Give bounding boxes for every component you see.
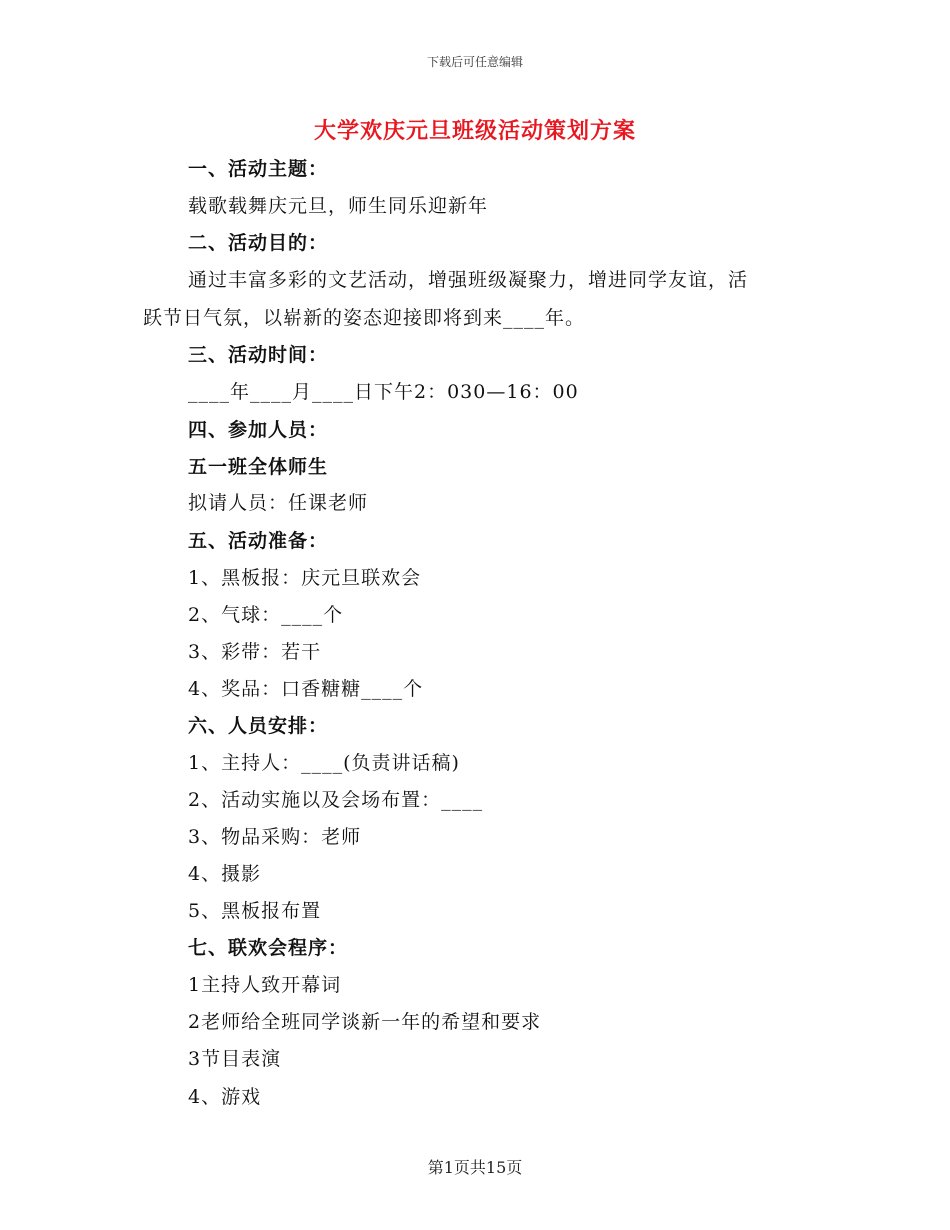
section-heading-purpose: 二、活动目的： (188, 232, 329, 254)
invited-text: 拟请人员：任课老师 (188, 492, 369, 514)
program-item: 4、游戏 (188, 1086, 262, 1108)
section-heading-staffing: 六、人员安排： (188, 715, 329, 737)
program-item: 1主持人致开幕词 (188, 974, 342, 996)
header-note: 下载后可任意编辑 (426, 55, 523, 69)
section-heading-preparation: 五、活动准备： (188, 530, 329, 552)
purpose-text-line-2: 跃节日气氛，以崭新的姿态迎接即将到来____年。 (143, 307, 586, 329)
section-heading-participants: 四、参加人员： (188, 419, 329, 441)
purpose-text-line-1: 通过丰富多彩的文艺活动，增强班级凝聚力，增进同学友谊，活 (188, 269, 749, 291)
preparation-item: 4、奖品：口香糖糖____个 (188, 678, 424, 700)
preparation-item: 3、彩带：若干 (188, 641, 322, 663)
staffing-item: 2、活动实施以及会场布置：____ (188, 789, 484, 811)
document-title: 大学欢庆元旦班级活动策划方案 (313, 118, 636, 144)
section-heading-program: 七、联欢会程序： (188, 937, 349, 959)
section-heading-theme: 一、活动主题： (188, 158, 329, 180)
staffing-item: 4、摄影 (188, 863, 262, 885)
page-number-footer: 第1页共15页 (427, 1158, 523, 1177)
participants-text: 五一班全体师生 (188, 456, 329, 478)
staffing-item: 5、黑板报布置 (188, 900, 322, 922)
staffing-item: 3、物品采购：老师 (188, 826, 362, 848)
preparation-item: 2、气球：____个 (188, 604, 344, 626)
preparation-item: 1、黑板报：庆元旦联欢会 (188, 567, 422, 589)
staffing-item: 1、主持人：____(负责讲话稿) (188, 752, 460, 774)
time-text: ____年____月____日下午2：030—16：00 (188, 381, 579, 403)
theme-text: 载歌载舞庆元旦，师生同乐迎新年 (188, 195, 489, 217)
program-item: 2老师给全班同学谈新一年的希望和要求 (188, 1011, 542, 1033)
program-item: 3节目表演 (188, 1048, 282, 1070)
section-heading-time: 三、活动时间： (188, 344, 329, 366)
